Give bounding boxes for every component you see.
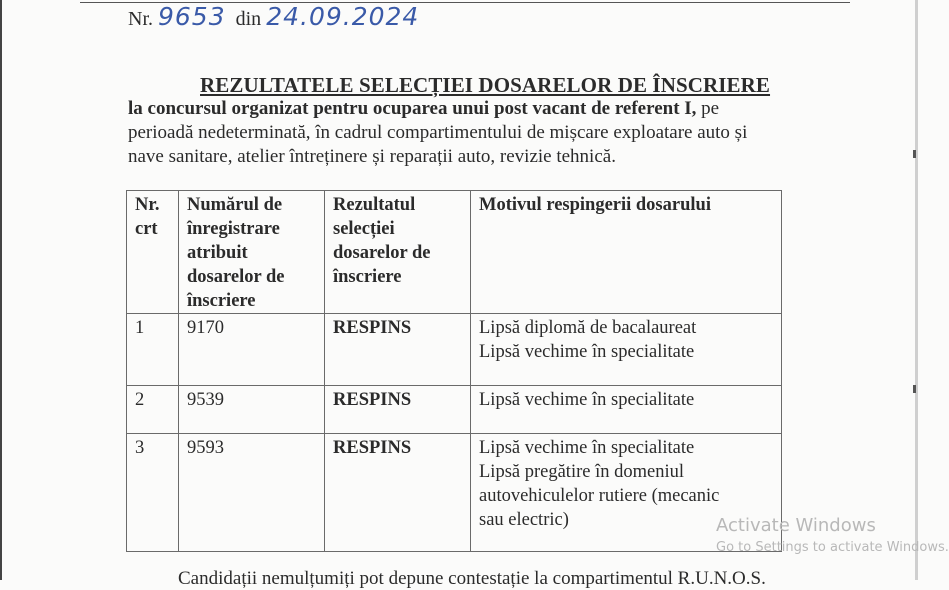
header-nr: Nr. crt [127, 191, 179, 314]
row-motiv: Lipsă diplomă de bacalaureat Lipsă vechime în specialitate [471, 314, 782, 386]
document-title: REZULTATELE SELECȚIEI DOSARELOR DE ÎNSCRIERE [200, 73, 771, 97]
intro-line3: nave sanitare, atelier întreținere și reparații auto, revizie tehnică. [128, 146, 616, 167]
scan-edge-left [0, 0, 2, 580]
intro-line1-rest: pe [696, 98, 720, 119]
header-numar: Numărul de înregistrare atribuit dosarelor de înscriere [179, 191, 325, 314]
scan-edge-right [915, 0, 918, 580]
watermark-title: Activate Windows [716, 515, 876, 536]
registration-number: 9653 [158, 2, 226, 31]
intro-bold: la concursul organizat pentru ocuparea unui post vacant de referent I, [128, 98, 697, 119]
row-motiv: Lipsă vechime în specialitate Lipsă pregătire în domeniul autovehiculelor rutiere (mecanic sau electric) [471, 434, 782, 552]
row-nr: 3 [127, 434, 179, 552]
table-row [127, 314, 782, 386]
row-nr: 2 [127, 386, 179, 434]
header-motiv: Motivul respingerii dosarului [471, 191, 782, 314]
row-numar: 9593 [179, 434, 325, 552]
row-rezultat: RESPINS [325, 434, 471, 552]
row-nr: 1 [127, 314, 179, 386]
row-rezultat: RESPINS [325, 314, 471, 386]
scan-mark [913, 150, 916, 158]
table-header-row [127, 191, 782, 314]
header-rezultat: Rezultatul selecției dosarelor de înscriere [325, 191, 471, 314]
din-label: din [235, 8, 262, 30]
intro-line2: perioadă nedeterminată, în cadrul compartimentului de mișcare exploatare auto și [128, 122, 748, 143]
registration-date: 24.09.2024 [266, 2, 420, 31]
results-table [126, 190, 782, 552]
activate-windows-watermark [716, 515, 949, 555]
row-motiv: Lipsă vechime în specialitate [471, 386, 782, 434]
row-numar: 9539 [179, 386, 325, 434]
document-intro [128, 97, 828, 169]
watermark-subtitle: Go to Settings to activate Windows. [716, 540, 949, 555]
nr-label: Nr. [128, 8, 153, 30]
row-numar: 9170 [179, 314, 325, 386]
registration-header [128, 2, 419, 31]
table-row [127, 386, 782, 434]
footer-note: Candidații nemulțumiți pot depune contestație la compartimentul R.U.N.O.S. [178, 568, 766, 589]
row-rezultat: RESPINS [325, 386, 471, 434]
scan-mark [913, 385, 916, 393]
table-row [127, 434, 782, 552]
